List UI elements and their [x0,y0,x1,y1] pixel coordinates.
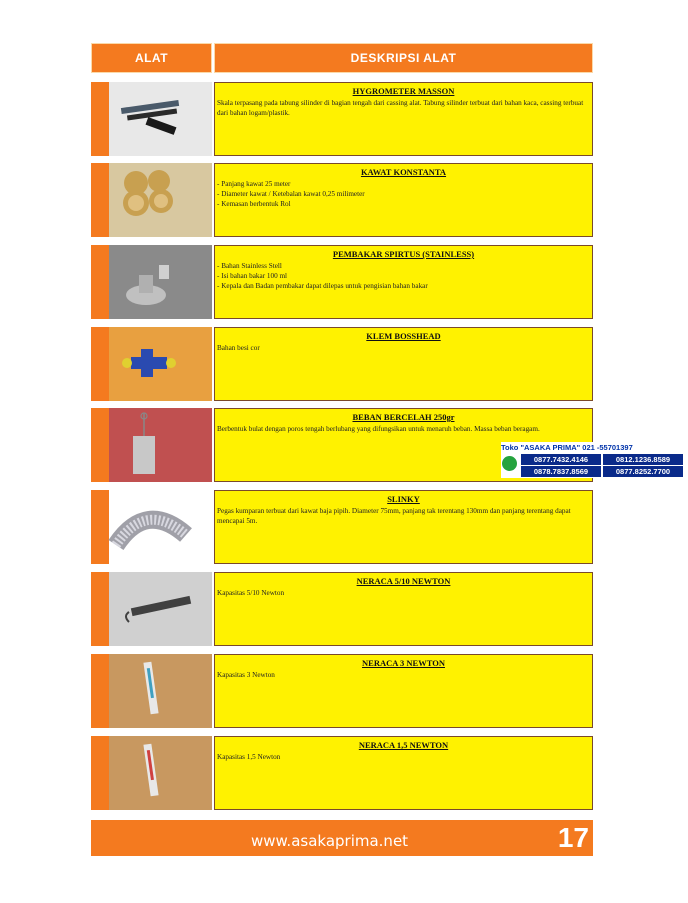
klem-bosshead-image [91,327,212,401]
item-description: - Bahan Stainless Stell - Isi bahan bakar 100 ml - Kepala dan Badan pembakar dapat dilepas untuk pengisian bahan bakar [217,262,428,290]
item-description: Skala terpasang pada tabung silinder di bagian tengah dari cassing alat. Tabung silinder terbuat dari bahan kaca, cassing terbuat dari bahan logam/plastik. [217,99,584,117]
item-title: KLEM BOSSHEAD [366,331,441,341]
item-title: BEBAN BERCELAH 250gr [352,412,455,422]
table-row [91,245,593,319]
pembakar-spirtus-image [91,245,212,319]
neraca-3-image [91,654,212,728]
shop-name: Toko "ASAKA PRIMA" 021 -55701397 [501,443,633,452]
table-row [91,572,593,646]
table-row [91,82,593,156]
whatsapp-icon [502,456,517,471]
item-title: KAWAT KONSTANTA [360,167,447,177]
website-link[interactable]: www.asakaprima.net [251,832,409,850]
item-title: SLINKY [387,494,420,504]
item-title: PEMBAKAR SPIRTUS (STAINLESS) [332,249,475,259]
table-row [91,327,593,401]
item-title: NERACA 1,5 NEWTON [358,740,449,750]
table-row [91,490,593,564]
page-number: 17 [557,822,589,853]
phone-number: 0877.7432.4146 [521,454,601,465]
table-row [91,408,671,482]
table-header [91,43,593,73]
item-description: Kapasitas 3 Newton [217,671,275,679]
item-description: Pegas kumparan terbuat dari kawat baja pipih. Diameter 75mm, panjang tak terentang 130mm dan panjang terentang dapat mencapai 5m. [217,507,571,525]
item-title: NERACA 5/10 NEWTON [356,576,451,586]
beban-bercelah-image [91,408,212,482]
phone-number: 0878.7837.8569 [521,466,601,477]
page-footer [91,820,593,856]
table-row [91,163,593,237]
item-description: - Panjang kawat 25 meter - Diameter kawat / Ketebalan kawat 0,25 milimeter - Kemasan berbentuk Rol [217,180,365,208]
kawat-konstanta-image [91,163,212,237]
table-row [91,736,593,810]
shop-contact-stamp [501,442,688,478]
phone-number: 0812.1236.8589 [603,454,683,465]
neraca-5-10-image [91,572,212,646]
item-description: Kapasitas 5/10 Newton [217,589,285,597]
neraca-1-5-image [91,736,212,810]
hygrometer-image [91,82,212,156]
item-description: Berbentuk bulat dengan poros tengah berlubang yang difungsikan untuk menaruh beban. Massa beban beragam. [217,425,540,433]
slinky-image [91,490,212,564]
item-description: Kapasitas 1,5 Newton [217,753,281,761]
phone-number: 0877.8252.7700 [603,466,683,477]
item-description: Bahan besi cor [217,344,260,352]
item-title: HYGROMETER MASSON [352,86,455,96]
table-row [91,654,593,728]
item-title: NERACA 3 NEWTON [362,658,445,668]
header-deskripsi: DESKRIPSI ALAT [214,43,593,73]
header-alat: ALAT [91,43,212,73]
